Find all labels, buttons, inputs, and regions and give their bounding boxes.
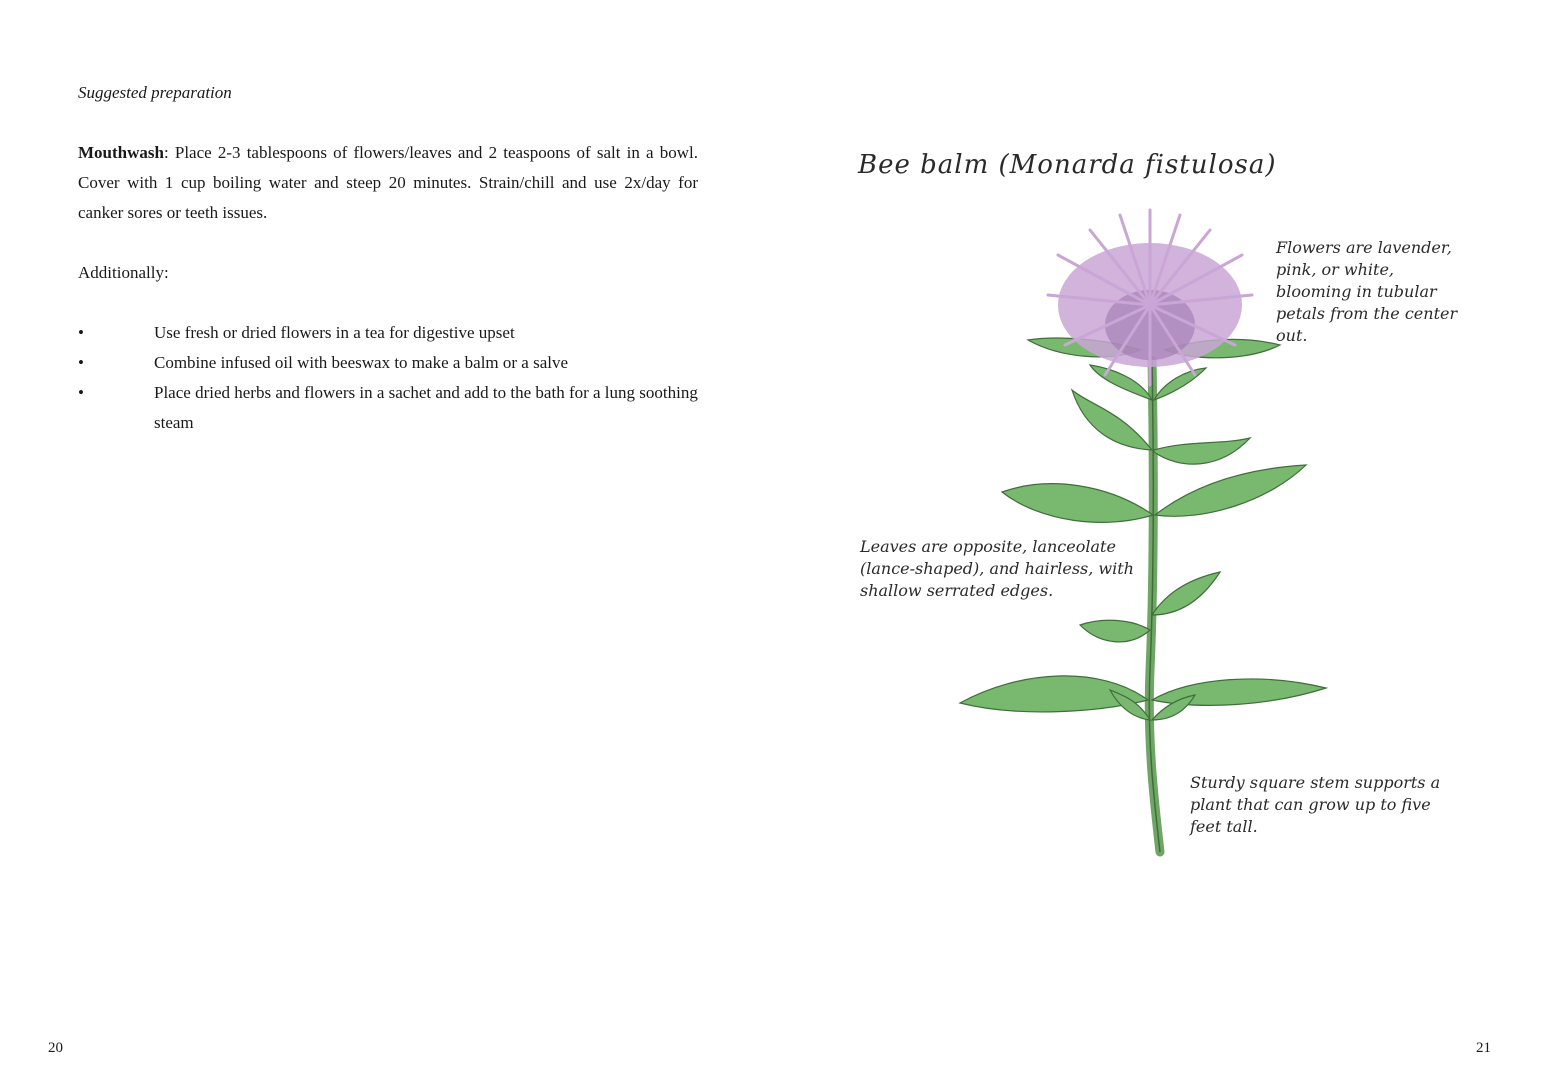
leaf-pair-lower — [960, 572, 1326, 720]
leaf — [1090, 365, 1152, 400]
list-item — [78, 378, 698, 438]
mouthwash-paragraph — [78, 138, 698, 228]
list-item — [78, 348, 698, 378]
preparation-heading: Suggested preparation — [78, 83, 232, 102]
additionally-label: Additionally: — [78, 263, 169, 282]
page-number-left: 20 — [48, 1040, 63, 1056]
leaf-pair-upper — [1072, 365, 1250, 464]
flower-head — [1048, 210, 1252, 385]
stem-note: Sturdy square stem supports a plant that can grow up to five feet tall. — [1190, 773, 1441, 836]
leaves-note: Leaves are opposite, lanceolate (lance-shaped), and hairless, with shallow serrated edges. — [860, 537, 1134, 600]
leaf — [1002, 484, 1153, 523]
bullet-icon: • — [78, 383, 84, 402]
list-item — [78, 318, 698, 348]
leaf — [1080, 620, 1150, 642]
leaf — [1072, 390, 1152, 450]
list-item-text: Place dried herbs and flowers in a sachet and add to the bath for a lung soothing steam — [154, 383, 698, 432]
plant-title: Bee balm (Monarda fistulosa) — [858, 150, 1277, 180]
leaf — [1155, 465, 1306, 516]
flowers-note: Flowers are lavender, pink, or white, blooming in tubular petals from the center out. — [1276, 238, 1458, 345]
leaf — [1154, 438, 1250, 464]
list-item-text: Combine infused oil with beeswax to make a balm or a salve — [154, 353, 569, 372]
bee-balm-illustration — [940, 200, 1360, 870]
bullet-icon: • — [78, 323, 84, 342]
left-page — [78, 70, 698, 438]
mouthwash-text: : Place 2-3 tablespoons of flowers/leaves and 2 teaspoons of salt in a bowl. Cover with 1 cup boiling water and steep 20 minutes. Strain/chill and use 2x/day for canker sores or teeth issues. — [78, 143, 698, 222]
leaf — [1152, 572, 1220, 615]
bullet-icon: • — [78, 353, 84, 372]
leaf — [1154, 368, 1206, 400]
flower-petals — [1048, 210, 1252, 385]
page-number-right: 21 — [1476, 1040, 1491, 1056]
uses-list — [78, 318, 698, 438]
mouthwash-term: Mouthwash — [78, 143, 164, 162]
list-item-text: Use fresh or dried flowers in a tea for digestive upset — [154, 323, 515, 342]
